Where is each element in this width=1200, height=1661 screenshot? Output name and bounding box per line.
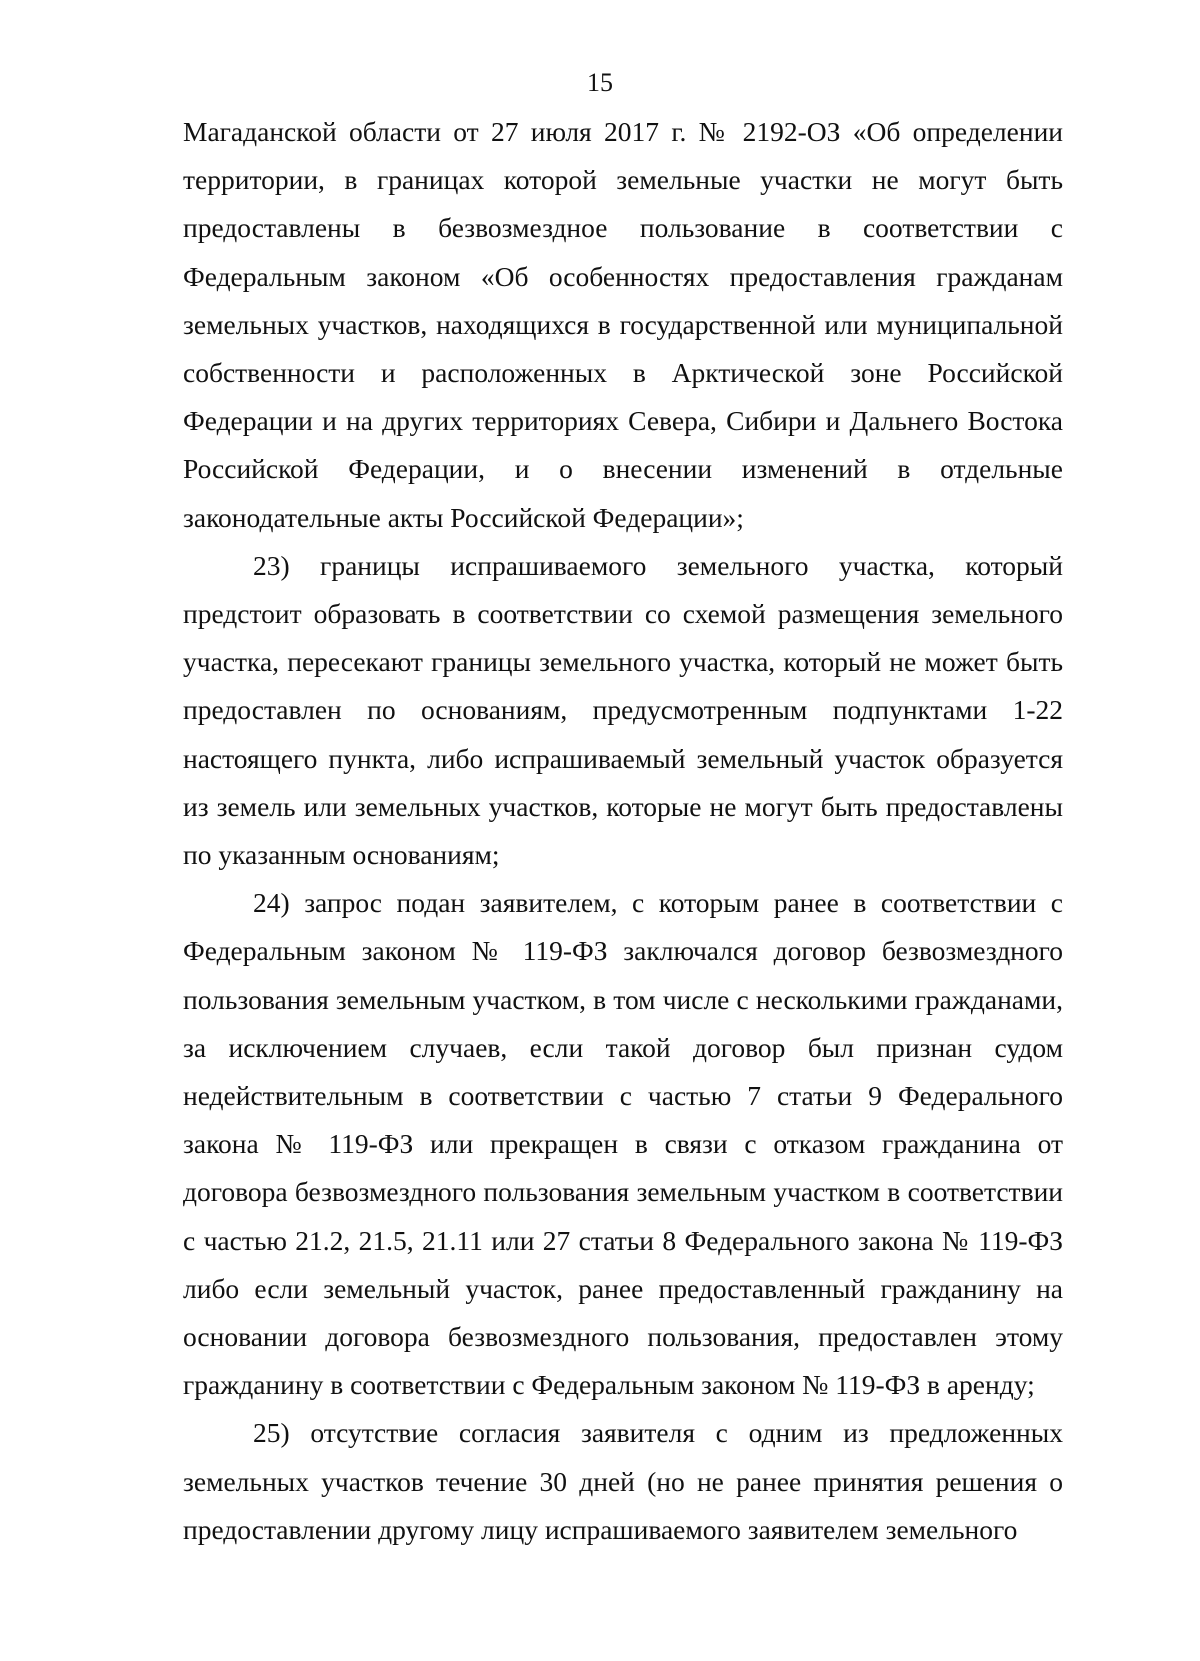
paragraph-item-23: 23) границы испрашиваемого земельного участка, который предстоит образовать в соответствии со схемой размещения земельного участка, пересекают границы земельного участка, который не может быть предоставлен по основаниям, предусмотренным подпунктами 1-22 настоящего пункта, либо испрашиваемый земельный участок образуется из земель или земельных участков, которые не могут быть предоставлены по указанным основаниям;: [183, 549, 1063, 871]
paragraph-continuation: Магаданской области от 27 июля 2017 г. № 2192-ОЗ «Об определении территории, в границах которой земельные участки не могут быть предоставлены в безвозмездное пользование в соответствии с Федеральным законом «Об особенностях предоставления гражданам земельных участков, находящихся в государственной или муниципальной собственности и расположенных в Арктической зоне Российской Федерации и на других территориях Севера, Сибири и Дальнего Востока Российской Федерации, и о внесении изменений в отдельные законодательные акты Российской Федерации»;: [183, 116, 1063, 533]
paragraph-item-24: 24) запрос подан заявителем, с которым ранее в соответствии с Федеральным законом № 119-ФЗ заключался договор безвозмездного пользования земельным участком, в том числе с несколькими гражданами, за исключением случаев, если такой договор был признан судом недействительным в соответствии с частью 7 статьи 9 Федерального закона № 119-ФЗ или прекращен в связи с отказом гражданина от договора безвозмездного пользования земельным участком в соответствии с частью 21.2, 21.5, 21.11 или 27 статьи 8 Федерального закона № 119-ФЗ либо если земельный участок, ранее предоставленный гражданину на основании договора безвозмездного пользования, предоставлен этому гражданину в соответствии с Федеральным законом № 119-ФЗ в аренду;: [183, 887, 1063, 1401]
paragraph-item-25: 25) отсутствие согласия заявителя с одним из предложенных земельных участков течение 30 дней (но не ранее принятия решения о предоставлении другому лицу испрашиваемого заявителем земельного: [183, 1417, 1063, 1545]
page-number: 15: [587, 68, 613, 97]
document-body: [183, 108, 1063, 1554]
